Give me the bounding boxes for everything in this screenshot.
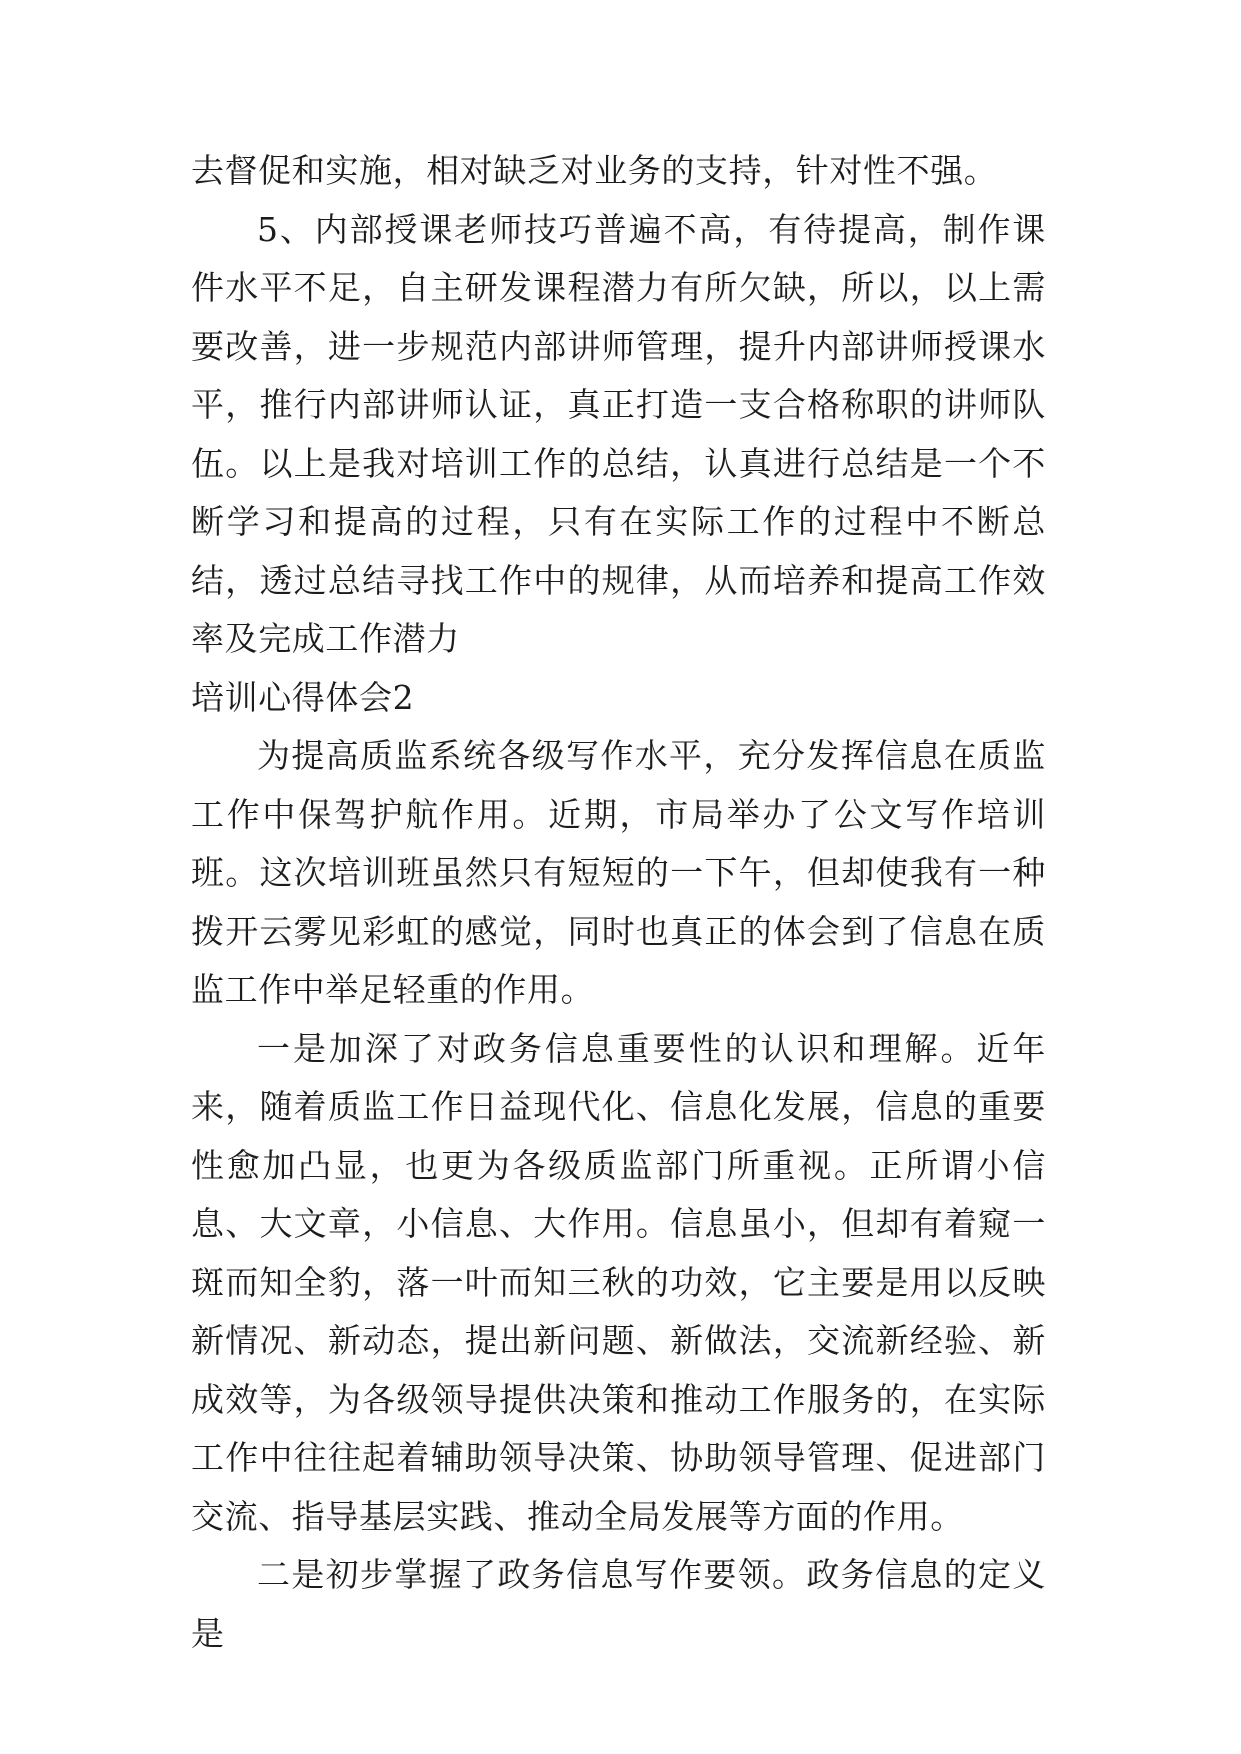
paragraph-point-1: 一是加深了对政务信息重要性的认识和理解。近年来，随着质监工作日益现代化、信息化发展，信息的重要性愈加凸显，也更为各级质监部门所重视。正所谓小信息、大文章，小信息、大作用。信息虽小，但却有着窥一斑而知全豹，落一叶而知三秋的功效，它主要是用以反映新情况、新动态，提出新问题、新做法，交流新经验、新成效等，为各级领导提供决策和推动工作服务的，在实际工作中往往起着辅助领导决策、协助领导管理、促进部门交流、指导基层实践、推动全局发展等方面的作用。 — [191, 1028, 1046, 1536]
section-heading: 培训心得体会2 — [191, 677, 415, 717]
document-page — [191, 142, 1046, 1663]
paragraph-continuation: 去督促和实施，相对缺乏对业务的支持，针对性不强。 — [191, 151, 998, 190]
paragraph-point-2: 二是初步掌握了政务信息写作要领。政务信息的定义是 — [191, 1555, 1046, 1653]
paragraph-item-5: 5、内部授课老师技巧普遍不高，有待提高，制作课件水平不足，自主研发课程潜力有所欠缺，所以，以上需要改善，进一步规范内部讲师管理，提升内部讲师授课水平，推行内部讲师认证，真正打造一支合格称职的讲师队伍。以上是我对培训工作的总结，认真进行总结是一个不断学习和提高的过程，只有在实际工作的过程中不断总结，透过总结寻找工作中的规律，从而培养和提高工作效率及完成工作潜力 — [191, 209, 1046, 658]
paragraph-intro: 为提高质监系统各级写作水平，充分发挥信息在质监工作中保驾护航作用。近期，市局举办了公文写作培训班。这次培训班虽然只有短短的一下午，但却使我有一种拨开云雾见彩虹的感觉，同时也真正的体会到了信息在质监工作中举足轻重的作用。 — [191, 736, 1046, 1009]
